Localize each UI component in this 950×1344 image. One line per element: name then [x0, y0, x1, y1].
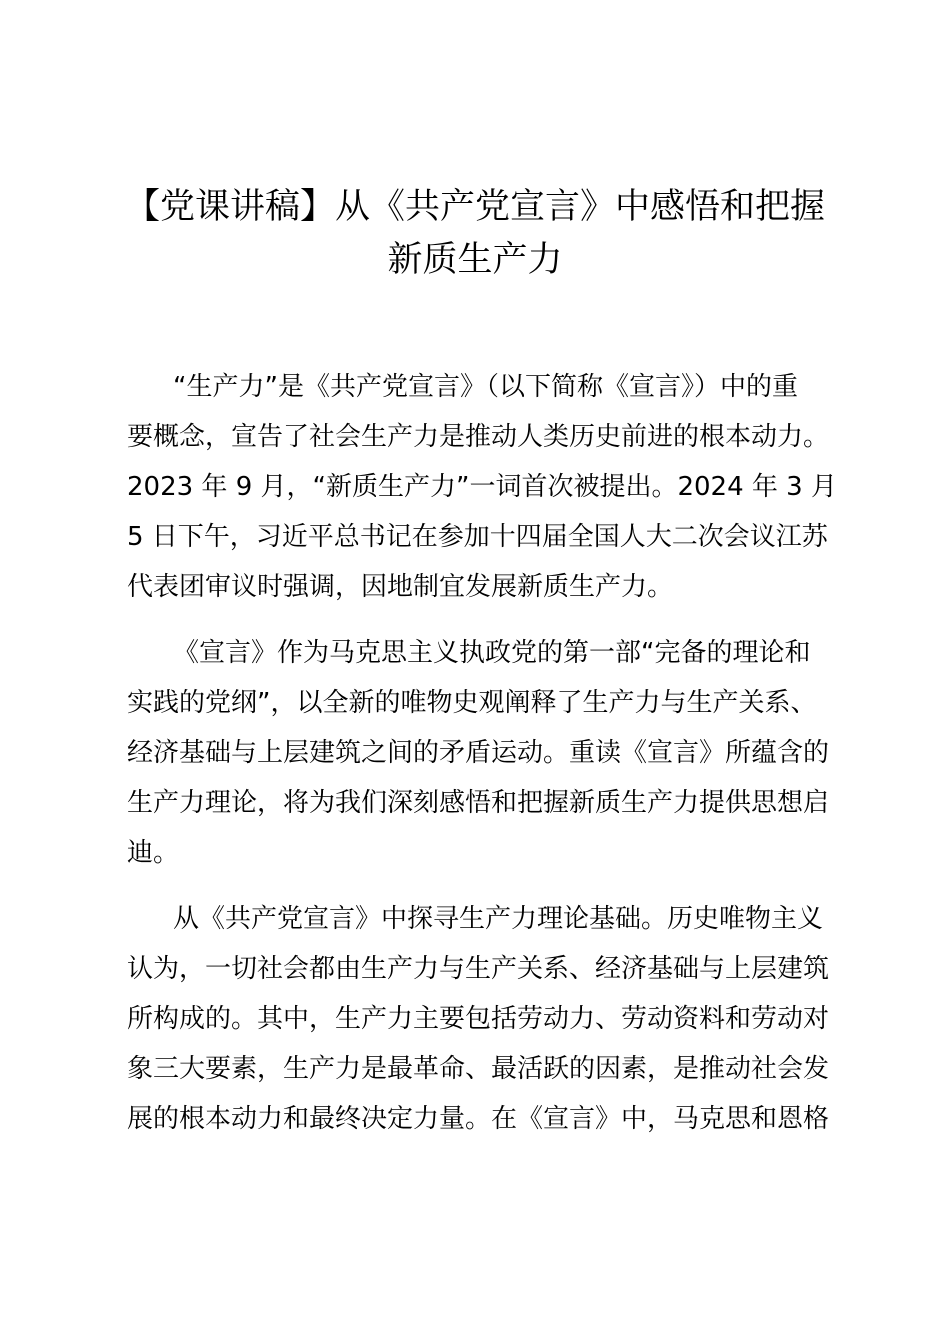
paragraph-line: 代表团审议时强调，因地制宜发展新质生产力。: [127, 572, 674, 602]
paragraph-line: 经济基础与上层建筑之间的矛盾运动。重读《宣言》所蕴含的: [127, 738, 830, 768]
paragraph-line: 从《共产党宣言》中探寻生产力理论基础。历史唯物主义: [173, 904, 824, 934]
paragraph-line: 象三大要素，生产力是最革命、最活跃的因素，是推动社会发: [127, 1054, 830, 1084]
paragraph-line: 所构成的。其中，生产力主要包括劳动力、劳动资料和劳动对: [127, 1004, 830, 1034]
paragraph-line: 认为，一切社会都由生产力与生产关系、经济基础与上层建筑: [127, 954, 830, 984]
paragraph-line: 迪。: [127, 838, 180, 868]
paragraph-line: 展的根本动力和最终决定力量。在《宣言》中，马克思和恩格: [127, 1104, 830, 1134]
paragraph-line: 实践的党纲”，以全新的唯物史观阐释了生产力与生产关系、: [127, 688, 817, 718]
title-line-2: 新质生产力: [387, 240, 563, 280]
paragraph-line: 要概念，宣告了社会生产力是推动人类历史前进的根本动力。: [127, 422, 830, 452]
paragraph-line: 生产力理论，将为我们深刻感悟和把握新质生产力提供思想启: [127, 788, 830, 818]
paragraph-line: 《宣言》作为马克思主义执政党的第一部“完备的理论和: [173, 638, 811, 668]
paragraph-line: 5 日下午，习近平总书记在参加十四届全国人大二次会议江苏: [127, 522, 828, 552]
title-line-1: 【党课讲稿】从《共产党宣言》中感悟和把握: [124, 187, 825, 227]
document-title: [0, 181, 950, 287]
paragraph-line: 2023 年 9 月，“新质生产力”一词首次被提出。2024 年 3 月: [127, 472, 837, 502]
paragraph-line: “生产力”是《共产党宣言》（以下简称《宣言》）中的重: [173, 372, 798, 402]
